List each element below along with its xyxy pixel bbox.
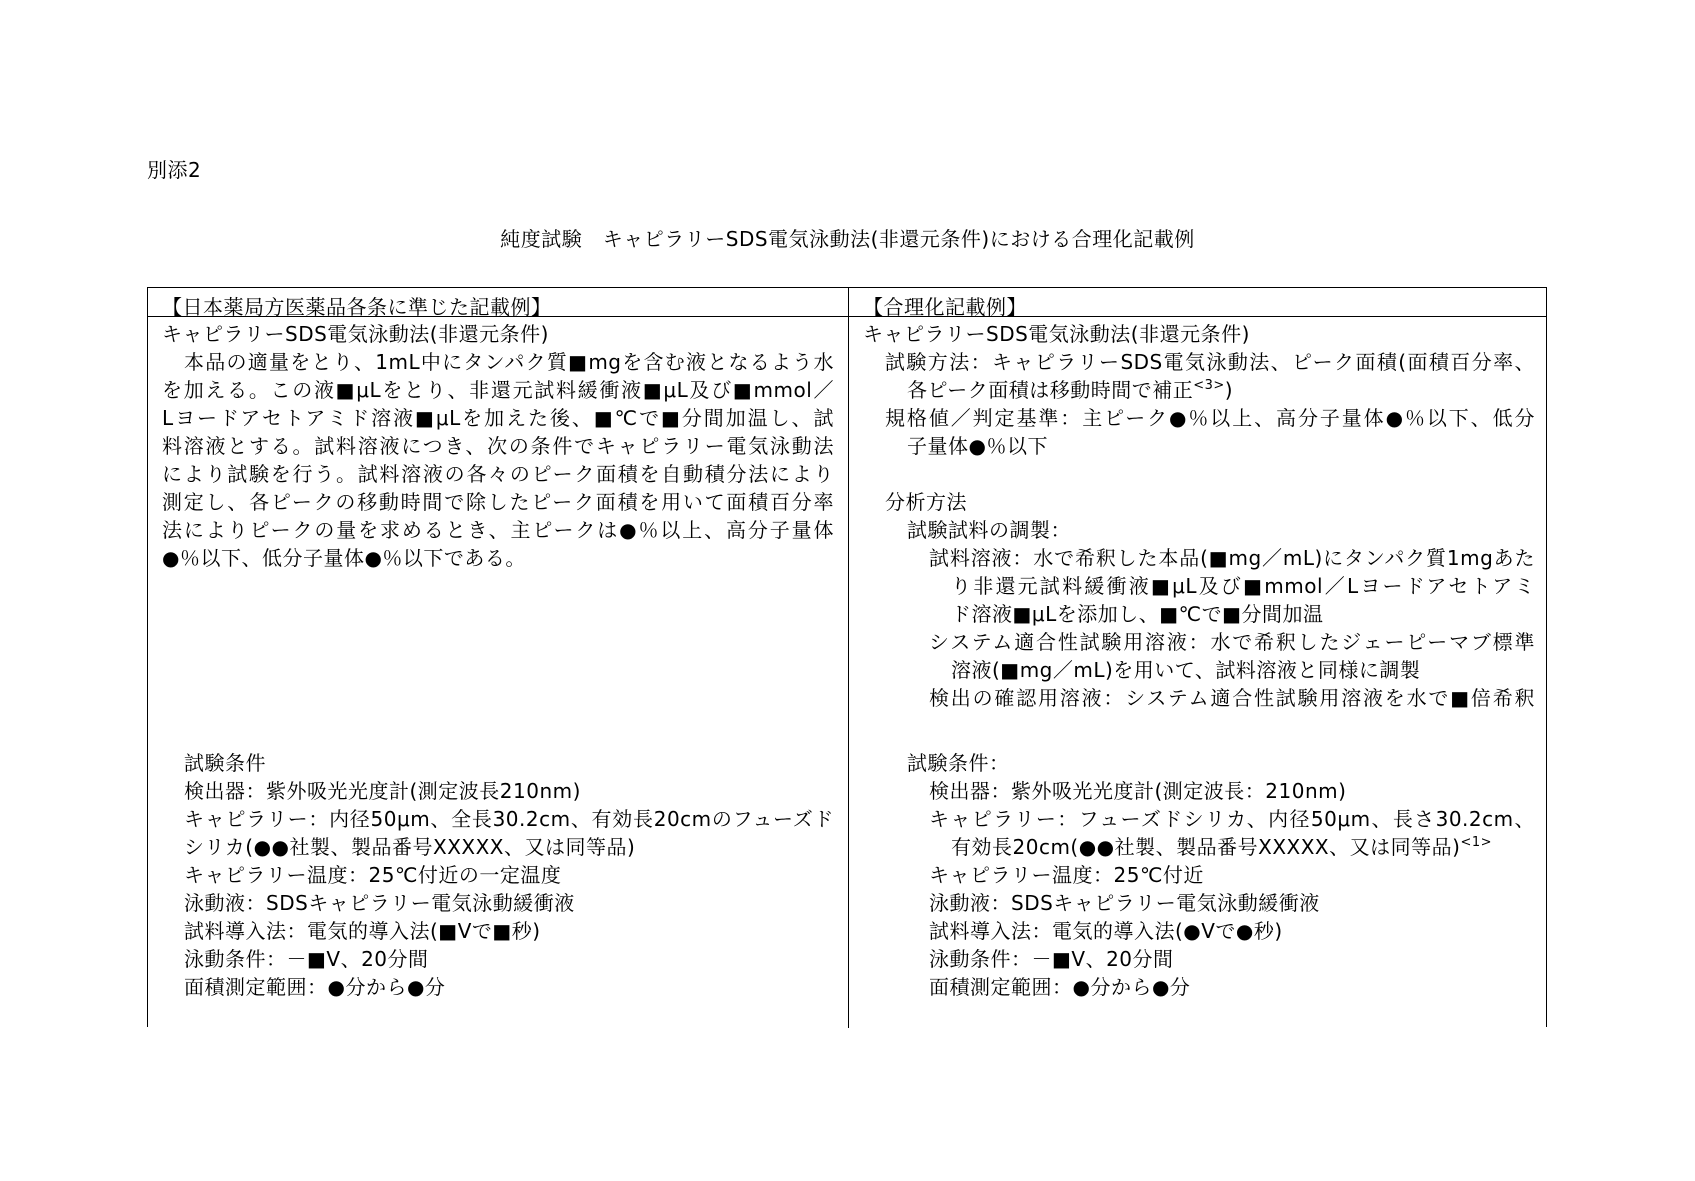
right-run: 泳動条件：－■V、20分間 [929, 947, 1174, 971]
right-system-solution-line: システム適合性試験用溶液：水で希釈したジェーピーマブ標準 [929, 630, 1535, 654]
right-spec: 規格値／判定基準：主ピーク●％以上、高分子量体●％以下、低分 [885, 406, 1535, 430]
right-sample-solution-line: り非還元試料緩衝液■μL及び■mmol／Lヨードアセトアミ [951, 574, 1535, 598]
left-body-line: ●％以下、低分子量体●％以下である。 [162, 546, 526, 570]
left-condition-item: 泳動液：SDSキャピラリー電気泳動緩衝液 [184, 891, 575, 915]
left-condition-item: 検出器：紫外吸光光度計(測定波長210nm) [184, 779, 581, 803]
right-test-method-end: ) [1224, 378, 1234, 402]
left-body-line: 測定し、各ピークの移動時間で除したピーク面積を用いて面積百分率 [162, 490, 834, 514]
right-sample-solution-line: 試料溶液：水で希釈した本品(■mg／mL)にタンパク質1mgあた [929, 546, 1535, 570]
right-column-header: 【合理化記載例】 [863, 295, 1027, 319]
right-capillary-text: 有効長20cm(●●社製、製品番号XXXXX、又は同等品) [951, 835, 1461, 859]
left-condition-item: 面積測定範囲：●分から●分 [184, 975, 446, 999]
left-body-line: を加える。この液■μLをとり、非還元試料緩衝液■μL及び■mmol／ [162, 378, 834, 402]
right-sample-prep-heading: 試験試料の調製： [907, 518, 1071, 542]
column-divider [848, 288, 849, 1028]
footnote-ref: <1> [1460, 835, 1493, 850]
left-body-line: Lヨードアセトアミド溶液■μLを加えた後、■℃で■分間加温し、試 [162, 406, 834, 430]
right-test-method: 試験方法：キャピラリーSDS電気泳動法、ピーク面積(面積百分率、 [885, 350, 1535, 374]
footnote-ref: <3> [1193, 378, 1225, 393]
left-condition-item: 試料導入法：電気的導入法(■Vで■秒) [184, 919, 541, 943]
right-temperature: キャピラリー温度：25℃付近 [929, 863, 1204, 887]
right-detection-solution: 検出の確認用溶液：システム適合性試験用溶液を水で■倍希釈 [929, 686, 1535, 710]
comparison-table [147, 287, 1547, 1027]
right-sample-solution-line: ド溶液■μLを添加し、■℃で■分間加温 [951, 602, 1324, 626]
left-condition-item: シリカ(●●社製、製品番号XXXXX、又は同等品) [184, 835, 636, 859]
left-conditions-heading: 試験条件 [184, 751, 266, 775]
right-test-method-text: 各ピーク面積は移動時間で補正 [907, 378, 1194, 402]
right-system-solution-line: 溶液(■mg／mL)を用いて、試料溶液と同様に調製 [951, 658, 1421, 682]
right-test-method-cont [907, 378, 1233, 402]
right-detector: 検出器：紫外吸光光度計(測定波長：210nm) [929, 779, 1347, 803]
right-method-name: キャピラリーSDS電気泳動法(非還元条件) [863, 322, 1250, 346]
left-body-line: 法によりピークの量を求めるとき、主ピークは●％以上、高分子量体 [162, 518, 834, 542]
right-spec-cont: 子量体●％以下 [907, 434, 1048, 458]
left-body-line: 料溶液とする。試料溶液につき、次の条件でキャピラリー電気泳動法 [162, 434, 834, 458]
left-condition-item: キャピラリー：内径50μm、全長30.2cm、有効長20cmのフューズド [184, 807, 834, 831]
left-body-line: により試験を行う。試料溶液の各々のピーク面積を自動積分法により [162, 462, 834, 486]
left-column-header: 【日本薬局方医薬品各条に準じた記載例】 [162, 295, 552, 319]
right-analysis-heading: 分析方法 [885, 490, 967, 514]
left-body-line: 本品の適量をとり、1mL中にタンパク質■mgを含む液となるよう水 [184, 350, 834, 374]
right-buffer: 泳動液：SDSキャピラリー電気泳動緩衝液 [929, 891, 1320, 915]
left-condition-item: キャピラリー温度：25℃付近の一定温度 [184, 863, 562, 887]
right-conditions-heading: 試験条件： [907, 751, 1010, 775]
left-condition-item: 泳動条件：－■V、20分間 [184, 947, 429, 971]
attachment-label: 別添2 [147, 158, 202, 182]
right-range: 面積測定範囲：●分から●分 [929, 975, 1191, 999]
document-title: 純度試験 キャピラリーSDS電気泳動法(非還元条件)における合理化記載例 [500, 227, 1195, 251]
right-capillary: キャピラリー：フューズドシリカ、内径50μm、長さ30.2cm、 [929, 807, 1535, 831]
right-injection: 試料導入法：電気的導入法(●Vで●秒) [929, 919, 1283, 943]
right-capillary-cont [951, 835, 1492, 859]
left-method-name: キャピラリーSDS電気泳動法(非還元条件) [162, 322, 549, 346]
